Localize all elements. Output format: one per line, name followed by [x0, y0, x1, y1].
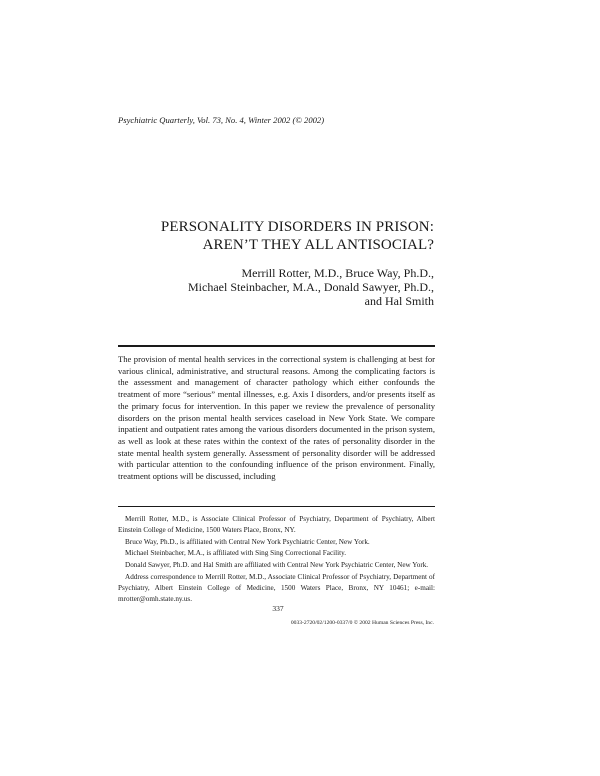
author-line: Merrill Rotter, M.D., Bruce Way, Ph.D., [241, 266, 434, 280]
footnote: Michael Steinbacher, M.A., is affiliated with Sing Sing Correctional Facility. [125, 549, 347, 558]
footnote-rule [118, 506, 435, 507]
author-list [188, 266, 434, 308]
copyright-line: 0033-2720/02/1200-0337/0 © 2002 Human Sciences Press, Inc. [290, 620, 434, 626]
article-title [161, 218, 434, 254]
author-line: and Hal Smith [364, 294, 434, 308]
footnote: Address correspondence to Merrill Rotter, M.D., Associate Clinical Professor of Psychiatry, Department of Psychiatry, Albert Einstein College of Medicine, 1500 Waters Place, Bronx, NY 10461; e-mail: mrotter@omh.state.ny.us. [118, 572, 435, 603]
author-line: Michael Steinbacher, M.A., Donald Sawyer, Ph.D., [188, 280, 434, 294]
abstract-top-rule [118, 345, 435, 347]
footnotes [118, 514, 435, 605]
title-line: AREN’T THEY ALL ANTISOCIAL? [202, 237, 434, 253]
footnote: Bruce Way, Ph.D., is affiliated with Central New York Psychiatric Center, New York. [125, 537, 370, 546]
journal-citation: Psychiatric Quarterly, Vol. 73, No. 4, Winter 2002 (© 2002) [118, 115, 325, 125]
abstract-text: The provision of mental health services in the correctional system is challenging at best for various clinical, administrative, and structural reasons. Among the complicating factors is the assessment and management of character pathology which either confounds the treatment of more “serious” mental illnesses, e.g. Axis I disorders, and/or presents itself as the primary focus for intervention. In this paper we review the prevalence of personality disorders on the prison mental health services caseload in New York State. We compare inpatient and outpatient rates among the various disorders documented in the prison system, as well as look at these rates within the context of the rates of personality disorder in the state mental health system generally. Assessment of personality disorder will be addressed with particular attention to the confounding influence of the prison environment. Finally, treatment options will be discussed, including [118, 354, 435, 482]
footnote: Donald Sawyer, Ph.D. and Hal Smith are affiliated with Central New York Psychiatric Center, New York. [125, 561, 429, 570]
page-number: 337 [272, 604, 284, 613]
title-line: PERSONALITY DISORDERS IN PRISON: [160, 219, 434, 235]
footnote: Merrill Rotter, M.D., is Associate Clinical Professor of Psychiatry, Department of Psychiatry, Albert Einstein College of Medicine, 1500 Waters Place, Bronx, NY. [118, 515, 435, 534]
